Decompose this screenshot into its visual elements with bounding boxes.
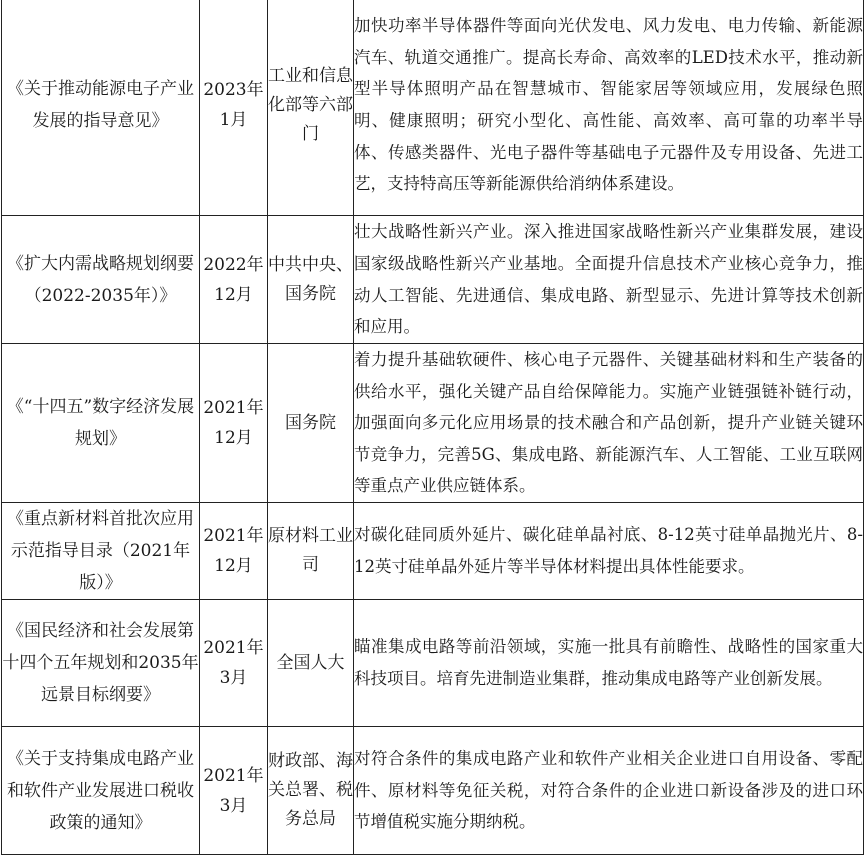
table-row	[2, 600, 864, 727]
issuing-body: 全国人大	[276, 652, 345, 673]
issue-date: 2021年3月	[203, 638, 264, 688]
issue-date-cell	[200, 344, 268, 503]
policy-name-cell	[2, 216, 200, 344]
policy-content-cell	[354, 0, 864, 216]
policy-content-cell	[354, 503, 864, 600]
issuing-body: 中共中央、国务院	[268, 254, 353, 304]
policy-name-cell	[2, 600, 200, 727]
policy-content: 壮大战略性新兴产业。深入推进国家战略性新兴产业集群发展，建设国家级战略性新兴产业基地。全面提升信息技术产业核心竞争力，推动人工智能、先进通信、集成电路、新型显示、先进计算等技术创新和应用。	[354, 222, 863, 337]
issue-date-cell	[200, 216, 268, 344]
policy-name: 《关于支持集成电路产业和软件产业发展进口税收政策的通知》	[7, 748, 194, 833]
policy-name-cell	[2, 0, 200, 216]
issue-date: 2021年12月	[203, 398, 264, 448]
policy-content: 加快功率半导体器件等面向光伏发电、风力发电、电力传输、新能源汽车、轨道交通推广。提高长寿命、高效率的LED技术水平，推动新型半导体照明产品在智慧城市、智能家居等领域应用，发展绿色照明、健康照明；研究小型化、高性能、高效率、高可靠的功率半导体、传感类器件、光电子器件等基础电子元器件及专用设备、先进工艺，支持特高压等新能源供给消纳体系建设。	[354, 16, 863, 194]
issuing-body: 原材料工业司	[268, 526, 353, 575]
issuing-body-cell	[268, 600, 354, 727]
policy-name: 《“十四五”数字经济发展规划》	[6, 397, 195, 449]
issue-date: 2023年1月	[203, 80, 264, 130]
issuing-body: 国务院	[285, 412, 336, 433]
policy-table	[1, 0, 864, 855]
issuing-body-cell	[268, 344, 354, 503]
issue-date-cell	[200, 503, 268, 600]
table-row	[2, 216, 864, 344]
issue-date: 2022年12月	[203, 254, 264, 305]
table-row	[2, 727, 864, 855]
issue-date-cell	[200, 0, 268, 216]
issuing-body-cell	[268, 216, 354, 344]
policy-name: 《扩大内需战略规划纲要（2022-2035年）》	[7, 253, 194, 306]
policy-name-cell	[2, 503, 200, 600]
policy-content-cell	[354, 344, 864, 503]
policy-name: 《重点新材料首批次应用示范指导目录（2021年版）》	[7, 509, 194, 593]
issuing-body-cell	[268, 503, 354, 600]
issuing-body-cell	[268, 0, 354, 216]
policy-content-cell	[354, 216, 864, 344]
policy-name-cell	[2, 344, 200, 503]
issuing-body: 财政部、海关总署、税务总局	[268, 751, 353, 829]
policy-content: 对符合条件的集成电路产业和软件产业相关企业进口自用设备、零配件、原材料等免征关税，对符合条件的企业进口新设备涉及的进口环节增值税实施分期纳税。	[354, 749, 863, 832]
policy-content: 对碳化硅同质外延片、碳化硅单晶衬底、8-12英寸硅单晶抛光片、8-12英寸硅单晶外延片等半导体材料提出具体性能要求。	[354, 525, 863, 576]
policy-content: 瞄准集成电路等前沿领域，实施一批具有前瞻性、战略性的国家重大科技项目。培育先进制造业集群，推动集成电路等产业创新发展。	[354, 637, 863, 688]
policy-name-cell	[2, 727, 200, 855]
policy-content-cell	[354, 727, 864, 855]
policy-name: 《国民经济和社会发展第十四个五年规划和2035年远景目标纲要》	[2, 621, 199, 705]
issuing-body-cell	[268, 727, 354, 855]
table-row	[2, 0, 864, 216]
issue-date: 2021年12月	[203, 526, 264, 576]
policy-content-cell	[354, 600, 864, 727]
table-row	[2, 344, 864, 503]
issue-date-cell	[200, 600, 268, 727]
policy-name: 《关于推动能源电子产业发展的指导意见》	[7, 79, 194, 131]
issuing-body: 工业和信息化部等六部门	[268, 65, 353, 144]
issue-date: 2021年3月	[203, 765, 264, 816]
table-row	[2, 503, 864, 600]
issue-date-cell	[200, 727, 268, 855]
policy-content: 着力提升基础软硬件、核心电子元器件、关键基础材料和生产装备的供给水平，强化关键产品自给保障能力。实施产业链强链补链行动，加强面向多元化应用场景的技术融合和产品创新，提升产业链关键环节竞争力，完善5G、集成电路、新能源汽车、人工智能、工业互联网等重点产业供应链体系。	[354, 350, 863, 496]
